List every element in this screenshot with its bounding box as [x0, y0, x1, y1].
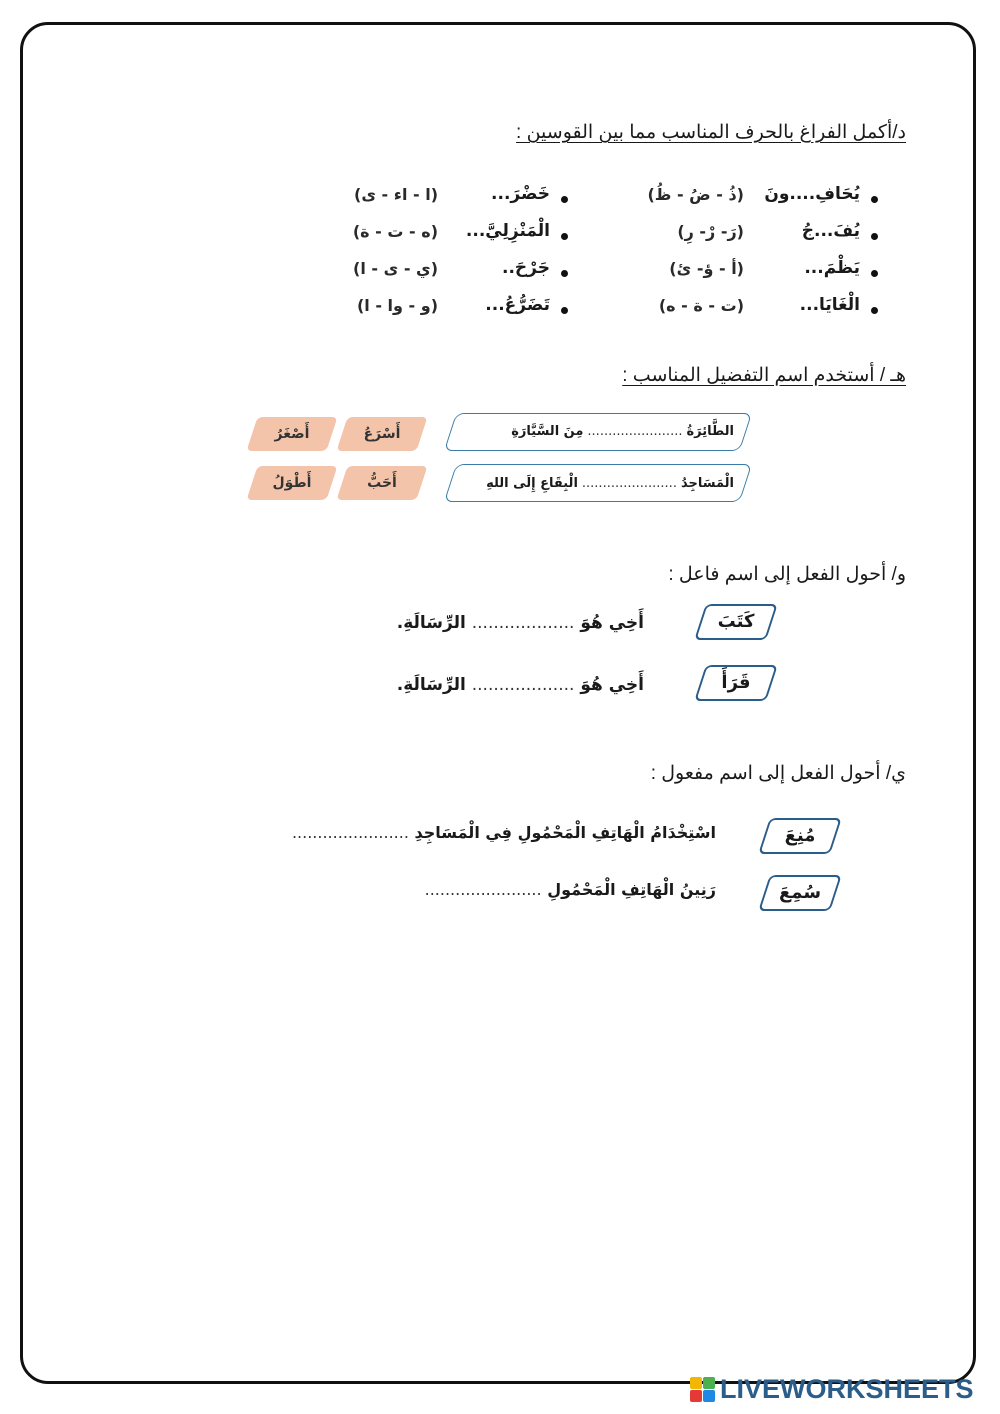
sentence-2[interactable] — [486, 476, 734, 491]
letter-options: (رَ- رْ- رِ) — [677, 222, 744, 241]
bullet — [561, 233, 568, 240]
sentence-start: أَخِي هُوَ — [580, 613, 644, 633]
word-chip-label: أَحَبُّ — [367, 475, 397, 491]
bullet — [871, 307, 878, 314]
sentence-start: الطَّائِرَةُ — [686, 424, 734, 439]
bullet — [561, 270, 568, 277]
bullet — [871, 233, 878, 240]
bullet — [561, 307, 568, 314]
fill-word[interactable]: يُفَ...جُ — [801, 221, 860, 241]
sentence-end: الرِّسَالَةِ. — [396, 613, 466, 633]
sentence-text: رَنِينُ الْهَاتِفِ الْمَحْمُولِ — [547, 880, 716, 899]
fill-word[interactable]: خَضْرَ... — [491, 184, 550, 204]
passive-participle-sentence-2[interactable] — [425, 880, 716, 899]
fill-word[interactable]: الْغَايَا... — [799, 295, 860, 315]
logo-grid-icon — [690, 1377, 716, 1403]
letter-options: (ت - ة - ه) — [658, 296, 744, 315]
bullet — [871, 196, 878, 203]
answer-blank[interactable]: ................... — [471, 613, 575, 633]
answer-blank[interactable]: ....................... — [587, 424, 683, 439]
fill-word[interactable]: جَرْحَ.. — [502, 258, 550, 278]
fill-word[interactable]: تَضَرُّعُ... — [485, 295, 550, 315]
letter-options: (و - وا - ا) — [356, 296, 438, 315]
sentence-end: الْبِقَاعِ إِلَى اللهِ — [486, 476, 578, 491]
answer-blank[interactable]: ....................... — [424, 880, 542, 899]
verb-label: قَرَأَ — [721, 672, 751, 693]
liveworksheets-logo — [690, 1374, 974, 1405]
section-y-heading: ي/ أحول الفعل إلى اسم مفعول : — [650, 763, 906, 784]
word-chip-label: أَطْوَلُ — [272, 475, 312, 491]
bullet — [871, 270, 878, 277]
section-w-heading: و/ أحول الفعل إلى اسم فاعل : — [668, 564, 906, 585]
letter-options: (أ - ؤ- ئ) — [669, 259, 744, 278]
verb-label: مُنِعَ — [784, 825, 816, 846]
letter-options: (ي - ى - ا) — [353, 259, 438, 278]
fill-word[interactable]: الْمَنْزِلِيَّ... — [465, 221, 550, 241]
bullet — [561, 196, 568, 203]
section-d-heading: د/أكمل الفراغ بالحرف المناسب مما بين القوسين : — [516, 122, 906, 143]
sentence-text: اسْتِخْدَامُ الْهَاتِفِ الْمَحْمُولِ فِي الْمَسَاجِدِ — [414, 823, 716, 842]
letter-options: (ذُ - ضُ - ظُ) — [647, 185, 744, 204]
verb-label: سُمِعَ — [778, 882, 822, 903]
answer-blank[interactable]: ................... — [471, 675, 575, 695]
sentence-start: أَخِي هُوَ — [580, 675, 644, 695]
passive-participle-sentence-1[interactable] — [292, 823, 716, 842]
answer-blank[interactable]: ....................... — [581, 476, 677, 491]
logo-text: LIVEWORKSHEETS — [720, 1374, 974, 1404]
letter-options: (ا - اء - ى) — [354, 185, 438, 204]
sentence-end: مِنَ السَّيَّارَةِ — [511, 424, 584, 439]
fill-word[interactable]: يُحَافِ....ونَ — [764, 184, 860, 204]
active-participle-sentence-2[interactable] — [397, 675, 644, 695]
fill-word[interactable]: يَظْمَ... — [804, 258, 860, 278]
sentence-end: الرِّسَالَةِ. — [396, 675, 466, 695]
verb-label: كَتَبَ — [717, 611, 755, 632]
sentence-start: الْمَسَاجِدُ — [680, 476, 734, 491]
word-chip-label: أَصْغَرُ — [274, 426, 310, 442]
answer-blank[interactable]: ....................... — [291, 823, 409, 842]
active-participle-sentence-1[interactable] — [397, 613, 644, 633]
word-chip-label: أَسْرَعُ — [363, 426, 401, 442]
letter-options: (ه - ت - ة) — [352, 222, 438, 241]
sentence-1[interactable] — [511, 424, 734, 439]
section-h-heading: هـ / أستخدم اسم التفضيل المناسب : — [622, 365, 906, 386]
